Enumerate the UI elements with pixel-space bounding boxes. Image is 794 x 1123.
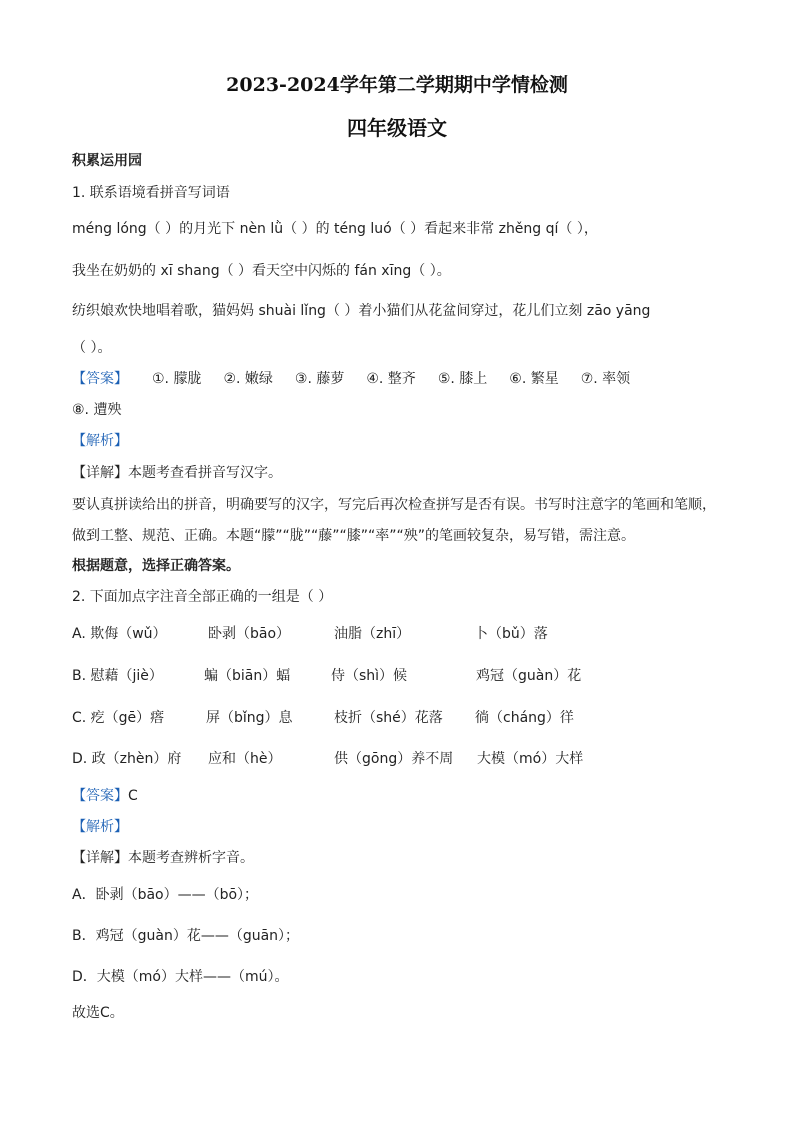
question-1-stem: 1. 联系语境看拼音写词语 bbox=[72, 185, 230, 201]
answer-value: C bbox=[128, 788, 138, 804]
option-d bbox=[72, 749, 583, 769]
option-a-word: 油脂（zhī） bbox=[334, 626, 411, 642]
option-d-word: D. 政（zhèn）府 bbox=[72, 751, 182, 767]
question-1-answer bbox=[72, 369, 630, 389]
question-2-analysis-label: 【解析】 bbox=[72, 819, 128, 835]
document-title: 2023-2024学年第二学期期中学情检测 bbox=[226, 74, 568, 96]
answer-item: ④. 整齐 bbox=[366, 371, 416, 387]
question-1-line-3: 纺织娘欢快地唱着歌，猫妈妈 shuài lǐng（ ）着小猫们从花盆间穿过，花儿们立刻 zāo yāng bbox=[72, 303, 651, 319]
question-2-detail: 【详解】本题考查辨析字音。 bbox=[72, 850, 254, 866]
option-c-word: 徜（cháng）徉 bbox=[475, 710, 574, 726]
question-2-analysis-a: A．卧剥（bāo）——（bō）； bbox=[72, 887, 259, 903]
question-1-detail-line-2: 要认真拼读给出的拼音，明确要写的汉字，写完后再次检查拼写是否有误。书写时注意字的笔画和笔顺， bbox=[72, 497, 716, 513]
option-a-word: A. 欺侮（wǔ） bbox=[72, 626, 167, 642]
answer-item: ②. 嫩绿 bbox=[223, 371, 273, 387]
section-heading-choice: 根据题意，选择正确答案。 bbox=[72, 558, 240, 574]
question-2-stem: 2. 下面加点字注音全部正确的一组是（ ） bbox=[72, 589, 333, 605]
document-subtitle: 四年级语文 bbox=[347, 116, 447, 140]
option-b-word: 蝙（biān）蝠 bbox=[204, 668, 291, 684]
option-d-word: 应和（hè） bbox=[208, 751, 282, 767]
question-2-answer bbox=[72, 786, 138, 806]
option-b-word: 鸡冠（guàn）花 bbox=[476, 668, 582, 684]
option-c bbox=[72, 708, 574, 728]
option-c-word: C. 疙（gē）瘩 bbox=[72, 710, 165, 726]
option-a-word: 卜（bǔ）落 bbox=[474, 626, 548, 642]
question-1-line-1: méng lóng（ ）的月光下 nèn lǜ（ ）的 téng luó（ ）看起来非常 zhěng qí（ ）， bbox=[72, 221, 598, 237]
answer-item: ⑦. 率领 bbox=[580, 371, 631, 387]
answer-item: ①. 朦胧 bbox=[152, 371, 202, 387]
option-c-word: 屏（bǐng）息 bbox=[206, 710, 293, 726]
option-b-word: B. 慰藉（jiè） bbox=[72, 668, 163, 684]
question-1-line-4: （ ）。 bbox=[72, 340, 112, 356]
answer-label: 【答案】 bbox=[72, 371, 128, 387]
question-1-answer-last: ⑧. 遭殃 bbox=[72, 402, 122, 418]
option-c-word: 枝折（shé）花落 bbox=[334, 710, 443, 726]
question-1-line-2: 我坐在奶奶的 xī shang（ ）看天空中闪烁的 fán xīng（ ）。 bbox=[72, 263, 451, 279]
question-2-analysis-d: D．大模（mó）大样——（mú）。 bbox=[72, 969, 289, 985]
option-a bbox=[72, 624, 548, 644]
question-2-conclusion: 故选C。 bbox=[72, 1005, 124, 1021]
question-1-analysis-label: 【解析】 bbox=[72, 433, 128, 449]
option-a-word: 卧剥（bāo） bbox=[208, 626, 291, 642]
section-heading-accumulation: 积累运用园 bbox=[72, 153, 142, 169]
question-1-detail-line-3: 做到工整、规范、正确。本题“朦”“胧”“藤”“膝”“率”“殃”的笔画较复杂，易写错，需注意。 bbox=[72, 528, 636, 544]
question-1-detail: 【详解】本题考查看拼音写汉字。 bbox=[72, 465, 282, 481]
option-b bbox=[72, 666, 581, 686]
answer-item: ③. 藤萝 bbox=[294, 371, 345, 387]
option-b-word: 侍（shì）候 bbox=[331, 668, 408, 684]
option-d-word: 大模（mó）大样 bbox=[477, 751, 584, 767]
answer-item: ⑤. 膝上 bbox=[437, 371, 488, 387]
answer-label: 【答案】 bbox=[72, 788, 128, 804]
option-d-word: 供（gōng）养不周 bbox=[334, 751, 454, 767]
answer-item: ⑥. 繁星 bbox=[509, 371, 559, 387]
question-2-analysis-b: B．鸡冠（guàn）花——（guān）； bbox=[72, 928, 300, 944]
